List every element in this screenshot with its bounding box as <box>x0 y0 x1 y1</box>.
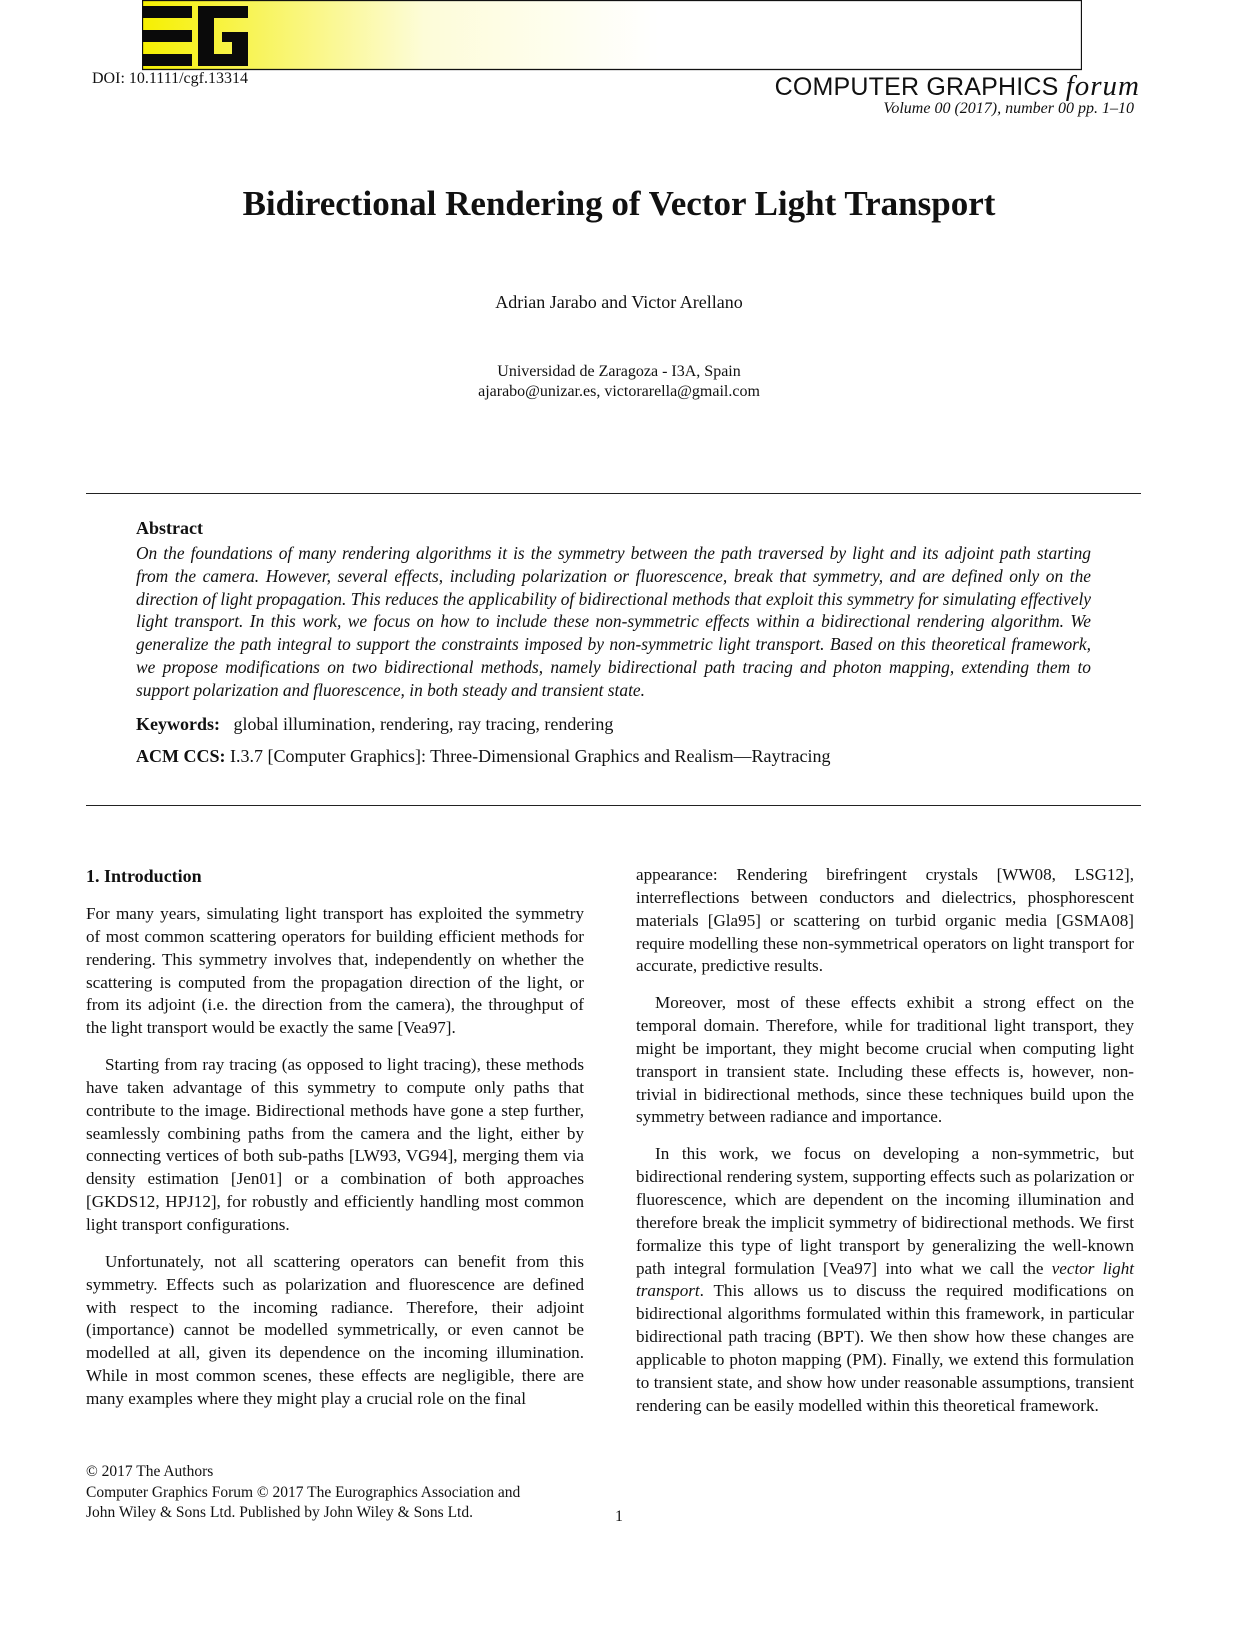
paragraph: Unfortunately, not all scattering operators can benefit from this symmetry. Effects such as polarization and fluorescence are defined with respect to the incoming radiance. Therefore, their adjoint (importance) cannot be modelled symmetrically, or even cannot be modelled at all, given its dependence on the incoming illumination. While in most common scenes, these effects are negligible, there are many examples where they might play a crucial role on the final <box>86 1251 584 1408</box>
paper-title: Bidirectional Rendering of Vector Light Transport <box>242 184 996 223</box>
affiliation: Universidad de Zaragoza - I3A, Spain <box>497 363 741 380</box>
volume-info: Volume 00 (2017), number 00 pp. 1–10 <box>883 100 1134 117</box>
section-heading-introduction: 1. Introduction <box>86 866 202 886</box>
keywords <box>136 714 613 735</box>
journal-main: COMPUTER GRAPHICS <box>774 73 1059 101</box>
acm-value: I.3.7 [Computer Graphics]: Three-Dimensional Graphics and Realism—Raytracing <box>230 746 831 766</box>
author-emails: ajarabo@unizar.es, victorarella@gmail.com <box>478 383 760 400</box>
keywords-label: Keywords: <box>136 714 220 734</box>
abstract-text: On the foundations of many rendering algorithms it is the symmetry between the path traversed by light and its adjoint path starting from the camera. However, several effects, including polarization or fluorescence, break that symmetry, and are defined only on the direction of light propagation. This reduces the applicability of bidirectional methods that exploit this symmetry for simulating effectively light transport. In this work, we focus on how to include these non-symmetric effects within a bidirectional rendering algorithm. We generalize the path integral to support the constraints imposed by non-symmetric light transport. Based on this theoretical framework, we propose modifications on two bidirectional methods, namely bidirectional path tracing and photon mapping, extending them to support polarization and fluorescence, in both steady and transient state. <box>136 543 1091 700</box>
copyright-line: © 2017 The Authors <box>86 1463 214 1480</box>
paragraph: Starting from ray tracing (as opposed to light tracing), these methods have taken advantage of this symmetry to compute only paths that contribute to the image. Bidirectional methods have gone a step further, seamlessly combining paths from the camera and the light, either by connecting vertices of both sub-paths [LW93, VG94], merging them via density estimation [Jen01] or a combination of both approaches [GKDS12, HPJ12], for robustly and efficiently handling most common light transport configurations. <box>86 1055 584 1234</box>
abstract-top-rule <box>86 493 1141 494</box>
journal-name <box>775 70 1140 103</box>
eurographics-logo <box>142 0 1082 72</box>
copyright-line: John Wiley & Sons Ltd. Published by John Wiley & Sons Ltd. <box>86 1504 473 1521</box>
copyright-line: Computer Graphics Forum © 2017 The Eurographics Association and <box>86 1483 521 1501</box>
acm-ccs <box>136 746 831 767</box>
right-column <box>636 864 1134 1417</box>
doi: DOI: 10.1111/cgf.13314 <box>92 70 248 87</box>
emphasis-term: vector light transport <box>636 1258 1134 1301</box>
abstract-bottom-rule <box>86 805 1141 806</box>
paragraph-part: In this work, we focus on developing a non-symmetric, but bidirectional rendering system, supporting effects such as polarization or fluorescence, which are dependent on the incoming illumination and therefore break the implicit symmetry of bidirectional methods. We first formalize this type of light transport by generalizing the well-known path integral formulation [Vea97] into what we call the <box>636 1144 1134 1278</box>
page-number: 1 <box>615 1508 623 1525</box>
paragraph-part: . This allows us to discuss the required modifications on bidirectional algorithms formulated within this framework, in particular bidirectional path tracing (BPT). We then show how these changes are applicable to photon mapping (PM). Finally, we extend this formulation to transient state, and show how under reasonable assumptions, transient rendering can be easily modelled within this theoretical framework. <box>636 1281 1134 1415</box>
acm-label: ACM CCS: <box>136 746 226 766</box>
paragraph <box>636 1143 1134 1417</box>
left-column <box>86 903 584 1411</box>
abstract-heading: Abstract <box>136 518 203 538</box>
authors: Adrian Jarabo and Victor Arellano <box>495 292 743 312</box>
paragraph: appearance: Rendering birefringent crystals [WW08, LSG12], interreflections between conductors and dielectrics, phosphorescent materials [Gla95] or scattering on turbid organic media [GSMA08] require modelling these non-symmetrical operators on light transport for accurate, predictive results. <box>636 865 1134 976</box>
journal-forum: forum <box>1065 70 1140 102</box>
paragraph: Moreover, most of these effects exhibit a strong effect on the temporal domain. Therefore, while for traditional light transport, they might be important, they might become crucial when computing light transport in transient state. Including these effects is, however, non-trivial in bidirectional methods, since these techniques build upon the symmetry between radiance and importance. <box>636 993 1134 1127</box>
keywords-value: global illumination, rendering, ray tracing, rendering <box>233 714 614 734</box>
paragraph: For many years, simulating light transport has exploited the symmetry of most common scattering operators for building efficient methods for rendering. This symmetry involves that, independently on whether the scattering is computed from the propagation direction of the light, or from its adjoint (i.e. the direction from the camera), the throughput of the light transport would be exactly the same [Vea97]. <box>86 904 584 1038</box>
